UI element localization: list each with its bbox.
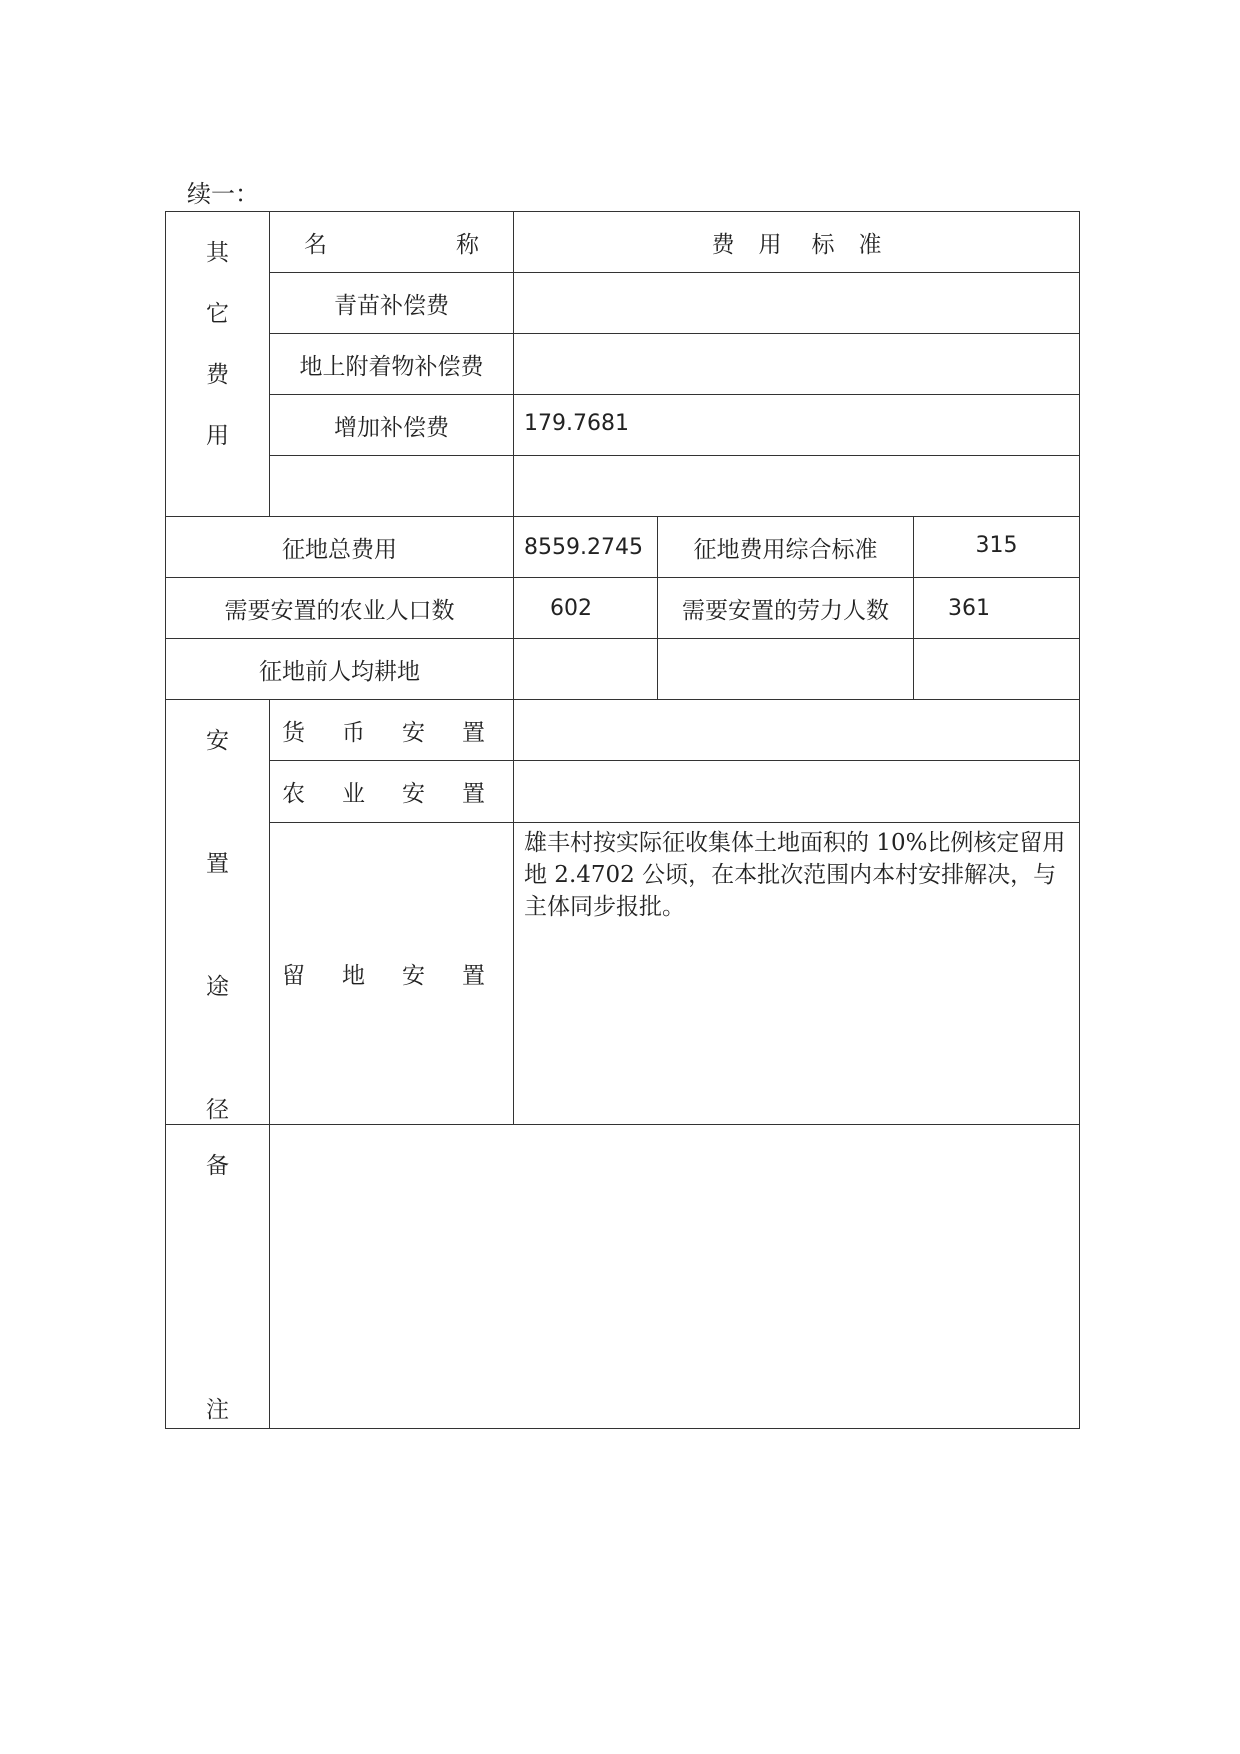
reserved-land-value: 雄丰村按实际征收集体土地面积的 10%比例核定留用地 2.4702 公顷，在本批次范围内本村安排解决，与主体同步报批。 (514, 822, 1080, 1124)
labor-label: 需要安置的劳力人数 (658, 578, 914, 639)
side-char: 注 (206, 1397, 229, 1423)
fee-row (166, 334, 1080, 395)
population-label: 需要安置的农业人口数 (166, 578, 514, 639)
resettlement-side-label (166, 700, 270, 1125)
per-capita-extra (914, 639, 1080, 700)
side-char: 费 (206, 362, 229, 388)
population-row (166, 578, 1080, 639)
other-fees-header-row (166, 212, 1080, 273)
side-char: 其 (206, 240, 229, 266)
land-acquisition-form-table (165, 211, 1080, 1429)
side-char: 径 (206, 1097, 229, 1123)
fee-name: 增加补偿费 (270, 395, 514, 456)
reserved-land-resettlement-row (166, 822, 1080, 1124)
fee-row (166, 456, 1080, 517)
side-char: 安 (206, 728, 229, 754)
per-capita-extra (658, 639, 914, 700)
standard-column-header: 费 用 标 准 (514, 212, 1080, 273)
fee-name: 地上附着物补偿费 (270, 334, 514, 395)
other-fees-side-label (166, 212, 270, 517)
standard-label: 征地费用综合标准 (658, 517, 914, 578)
monetary-resettlement-row (166, 700, 1080, 761)
fee-name (270, 456, 514, 517)
per-capita-label: 征地前人均耕地 (166, 639, 514, 700)
continuation-caption: 续一： (187, 180, 259, 208)
fee-row (166, 273, 1080, 334)
remarks-value (270, 1125, 1080, 1429)
side-char: 它 (206, 301, 229, 327)
remarks-row (166, 1125, 1080, 1429)
reserved-land-label: 留 地 安 置 (270, 822, 514, 1124)
side-char: 用 (206, 423, 229, 449)
fee-name: 青苗补偿费 (270, 273, 514, 334)
monetary-label: 货 币 安 置 (270, 700, 514, 761)
total-fee-row (166, 517, 1080, 578)
side-char: 置 (206, 851, 229, 877)
fee-row (166, 395, 1080, 456)
fee-value (514, 456, 1080, 517)
agricultural-resettlement-row (166, 761, 1080, 822)
monetary-value (514, 700, 1080, 761)
labor-value: 361 (914, 578, 1080, 639)
population-value: 602 (514, 578, 658, 639)
fee-value (514, 334, 1080, 395)
total-fee-value: 8559.2745 (514, 517, 658, 578)
fee-value: 179.7681 (514, 395, 1080, 456)
standard-value: 315 (914, 517, 1080, 578)
agricultural-value (514, 761, 1080, 822)
side-char: 备 (206, 1153, 229, 1179)
per-capita-row (166, 639, 1080, 700)
total-fee-label: 征地总费用 (166, 517, 514, 578)
per-capita-value (514, 639, 658, 700)
remarks-side-label (166, 1125, 270, 1429)
agricultural-label: 农 业 安 置 (270, 761, 514, 822)
name-column-header: 名 称 (270, 212, 514, 273)
side-char: 途 (206, 974, 229, 1000)
fee-value (514, 273, 1080, 334)
